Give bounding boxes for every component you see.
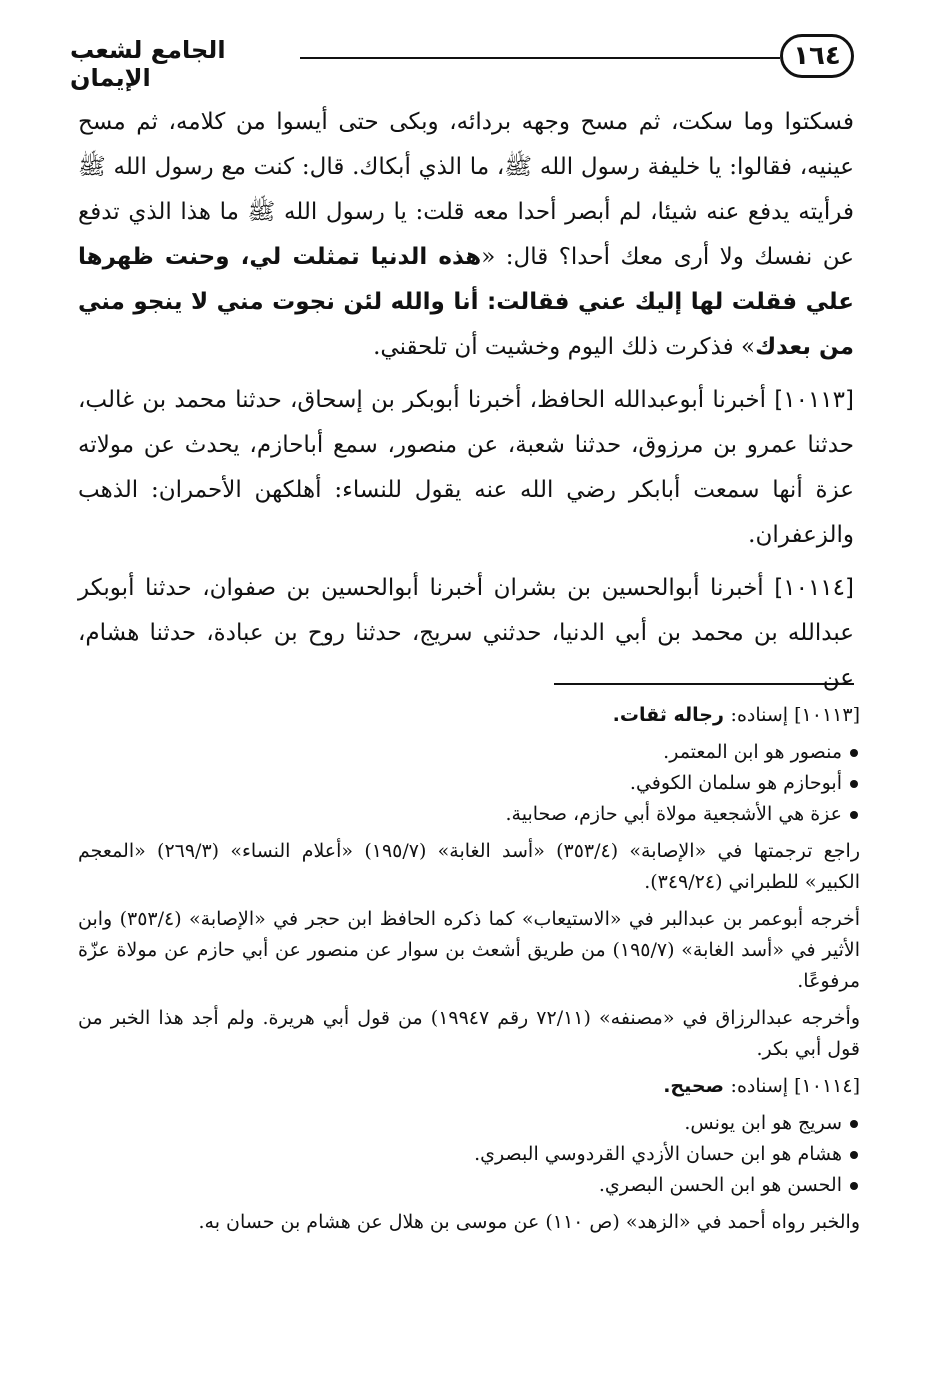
hadith-number: [١٠١١٣] [774,387,854,413]
hadith-10114 [78,566,854,701]
footnote-grade: رجاله ثقات. [612,704,731,726]
footnote-paragraph: راجع ترجمتها في «الإصابة» (٣٥٣/٤) «أسد الغابة» (١٩٥/٧) «أعلام النساء» (٢٦٩/٣) «المعجم الكبير» للطبراني (٣٤٩/٢٤). [78,840,860,893]
list-item: هشام هو ابن حسان الأزدي القردوسي البصري. [78,1139,842,1170]
footnote-ref: [١٠١١٣] إسناده: [730,704,860,726]
hadith-text: أخبرنا أبوعبدالله الحافظ، أخبرنا أبوبكر بن إسحاق، حدثنا محمد بن غالب، حدثنا عمرو بن مرزوق، حدثنا شعبة، عن منصور، سمع أباحازم، يحدث عن مولاته عزة أنها سمعت أبابكر رضي الله عنه يقول للنساء: أهلكهن الأحمران: الذهب والزعفران. [78,387,854,548]
hadith-text: أخبرنا أبوالحسين بن بشران أخبرنا أبوالحسين بن صفوان، حدثنا أبوبكر عبدالله بن محمد بن أبي الدنيا، حدثني سريج، حدثنا روح بن عبادة، حدثنا هشام، عن [78,575,854,691]
list-item: الحسن هو ابن الحسن البصري. [78,1170,842,1201]
footnote-grade: صحيح. [663,1075,731,1097]
list-item: أبوحازم هو سلمان الكوفي. [78,768,842,799]
paragraph-1-bold-quote: هذه الدنيا تمثلت لي، وحنت ظهرها علي فقلت لها إليك عني فقالت: أنا والله لئن نجوت مني لا ينجو مني من بعدك [78,244,854,360]
page-header [70,22,854,92]
list-item: منصور هو ابن المعتمر. [78,737,842,768]
hadith-10113 [78,378,854,558]
footnote-10113-bullets [78,737,860,830]
footnote-paragraph: والخبر رواه أحمد في «الزهد» (ص ١١٠) عن موسى بن هلال عن هشام بن حسان به. [198,1211,860,1233]
paragraph-1-ending: » فذكرت ذلك اليوم وخشيت أن تلحقني. [373,334,756,360]
footnote-ref: [١٠١١٤] إسناده: [730,1075,860,1097]
footnote-separator [554,683,854,685]
hadith-number: [١٠١١٤] [774,575,854,601]
list-item: سريج هو ابن يونس. [78,1108,842,1139]
main-text [78,100,854,709]
header-rule [300,57,780,59]
page-number: ١٦٤ [780,34,854,78]
footnote-10113-heading [78,700,860,731]
footnote-paragraph: وأخرجه عبدالرزاق في «مصنفه» (٧٢/١١ رقم ١٩٩٤٧) من قول أبي هريرة. ولم أجد هذا الخبر من قول أبي بكر. [78,1007,860,1060]
paragraph-1-text: فسكتوا وما سكت، ثم مسح وجهه بردائه، وبكى حتى أيسوا من كلامه، ثم مسح عينيه، فقالوا: يا خليفة رسول الله ﷺ، ما الذي أبكاك. قال: كنت مع رسول الله ﷺ فرأيته يدفع عنه شيئا، لم أبصر أحدا معه قلت: يا رسول الله ﷺ ما هذا الذي تدفع عن نفسك ولا أرى معك أحدا؟ قال: « [78,109,854,270]
footnote-paragraph: أخرجه أبوعمر بن عبدالبر في «الاستيعاب» كما ذكره الحافظ ابن حجر في «الإصابة» (٣٥٣/٤) وابن الأثير في «أسد الغابة» (١٩٥/٧) من طريق أشعث بن سوار عن منصور عن أبي حازم عن مولاة عزّة مرفوعًا. [78,908,861,992]
footnote-10114-bullets [78,1108,860,1201]
footnote-10114-heading [78,1071,860,1102]
list-item: عزة هي الأشجعية مولاة أبي حازم، صحابية. [78,799,842,830]
paragraph-1 [78,100,854,370]
footnotes [78,700,860,1244]
running-title: الجامع لشعب الإيمان [70,36,226,92]
